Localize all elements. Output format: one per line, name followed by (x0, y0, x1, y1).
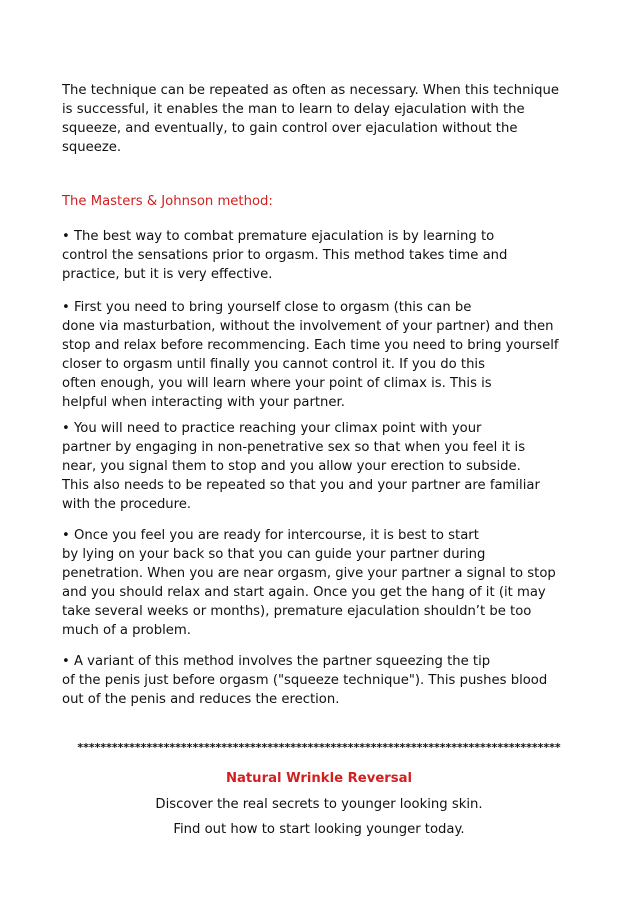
paragraph-line: by lying on your back so that you can guide your partner during (62, 547, 486, 562)
intro-line: is successful, it enables the man to learn to delay ejaculation with the (62, 102, 525, 117)
paragraph-line: • You will need to practice reaching your climax point with your (62, 421, 482, 436)
paragraph-line: done via masturbation, without the involvement of your partner) and then (62, 319, 554, 334)
paragraph-line: out of the penis and reduces the erection. (62, 692, 340, 707)
paragraph-line: • Once you feel you are ready for intercourse, it is best to start (62, 528, 479, 543)
paragraph-line: take several weeks or months), premature ejaculation shouldn’t be too (62, 604, 532, 619)
intro-line: squeeze. (62, 140, 122, 155)
ad-line: Find out how to start looking younger today. (173, 822, 465, 837)
paragraph-line: often enough, you will learn where your point of climax is. This is (62, 376, 492, 391)
paragraph-line: penetration. When you are near orgasm, give your partner a signal to stop (62, 566, 556, 581)
paragraph-line: This also needs to be repeated so that you and your partner are familiar (62, 478, 540, 493)
paragraph-line: much of a problem. (62, 623, 191, 638)
paragraph-line: practice, but it is very effective. (62, 267, 273, 282)
paragraph-line: with the procedure. (62, 497, 192, 512)
ad-title-link[interactable]: Natural Wrinkle Reversal (225, 771, 413, 786)
paragraph-line: helpful when interacting with your partner. (62, 395, 345, 410)
section-heading: The Masters & Johnson method: (62, 194, 273, 209)
intro-line: squeeze, and eventually, to gain control over ejaculation without the (62, 121, 518, 136)
ad-line: Discover the real secrets to younger looking skin. (155, 797, 483, 812)
paragraph-line: near, you signal them to stop and you allow your erection to subside. (62, 459, 521, 474)
paragraph-line: of the penis just before orgasm ("squeeze technique"). This pushes blood (62, 673, 548, 688)
paragraph-line: control the sensations prior to orgasm. This method takes time and (62, 248, 508, 263)
paragraph-line: closer to orgasm until finally you cannot control it. If you do this (62, 357, 485, 372)
separator-stars: ************************************************************************************ (77, 741, 561, 754)
paragraph-line: • The best way to combat premature ejaculation is by learning to (62, 229, 495, 244)
paragraph-line: • A variant of this method involves the partner squeezing the tip (62, 654, 491, 669)
intro-line: The technique can be repeated as often as necessary. When this technique (62, 83, 559, 98)
paragraph-line: and you should relax and start again. Once you get the hang of it (it may (62, 585, 546, 600)
paragraph-line: stop and relax before recommencing. Each time you need to bring yourself (62, 338, 559, 353)
paragraph-line: • First you need to bring yourself close to orgasm (this can be (62, 300, 472, 315)
paragraph-line: partner by engaging in non-penetrative sex so that when you feel it is (62, 440, 526, 455)
